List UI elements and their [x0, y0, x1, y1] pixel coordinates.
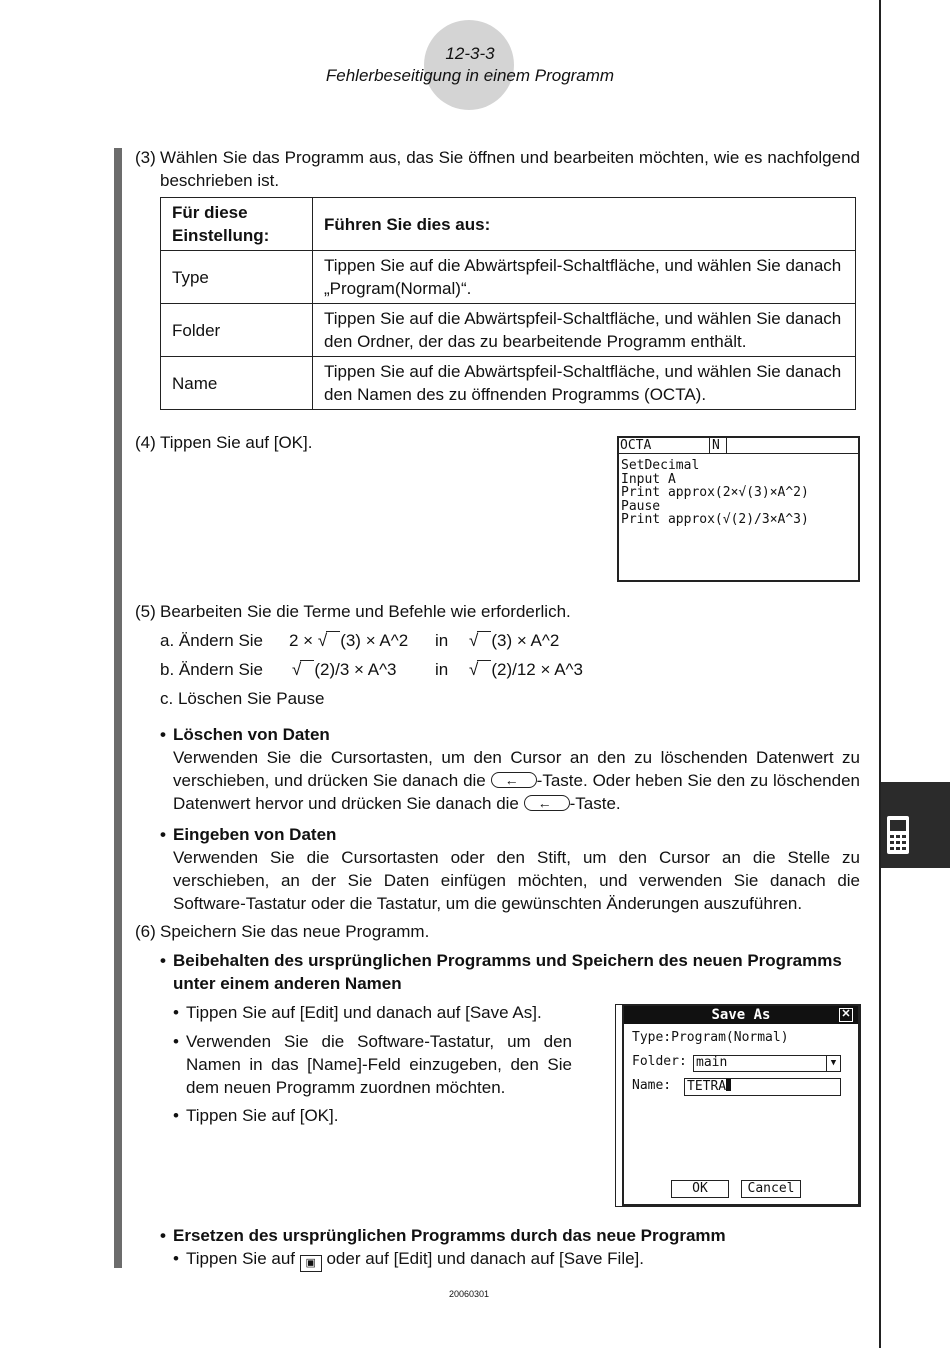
folder-label: Folder: [632, 1054, 687, 1069]
cancel-button[interactable]: Cancel [741, 1180, 801, 1198]
editor-title-bar [619, 438, 858, 454]
sub-bullet-icon: • [173, 1106, 179, 1125]
step5a-to: √ (3) × A^2 [469, 631, 560, 650]
sqrt-symbol: √ [318, 629, 340, 652]
step5b-from: √ (2)/3 × A^3 [292, 660, 397, 679]
bullet-icon: • [160, 951, 166, 970]
chapter-tab [881, 782, 950, 868]
step6-text: Speichern Sie das neue Programm. [160, 922, 430, 941]
step5a-label: a. Ändern Sie [160, 631, 264, 650]
program-line[interactable]: Pause [621, 498, 661, 514]
bullet-icon: • [160, 725, 166, 744]
sub-bullet-icon: • [173, 1249, 179, 1268]
replace-text: Tippen Sie auf ▣ oder auf [Edit] und danach auf [Save File]. [186, 1247, 644, 1272]
keep-title: Beibehalten des ursprünglichen Programms und Speichern des neuen Programms unter einem anderen Namen [173, 951, 842, 993]
delete-text: Verwenden Sie die Cursortasten, um den Cursor an den zu löschenden Datenwert zu verschieben, und drücken Sie danach die ← -Taste. Oder heben Sie den zu löschenden Datenwert hervor und drücken Sie danach die ← -Taste. [173, 746, 860, 815]
revision-bar [114, 148, 122, 1268]
step4-number: (4) [135, 433, 156, 452]
replace-title: Ersetzen des ursprünglichen Programms durch das neue Programm [173, 1226, 726, 1245]
name-input[interactable]: TETRA [684, 1078, 841, 1096]
step5b-in: in [435, 660, 449, 679]
program-line[interactable]: Print approx(√(2)/3×A^3) [621, 512, 809, 528]
step6-number: (6) [135, 922, 156, 941]
settings-table [160, 197, 856, 410]
keep-item: Tippen Sie auf [Edit] und danach auf [Save As]. [186, 1003, 542, 1022]
table-header-setting: Für diese Einstellung: [161, 198, 313, 251]
right-rule [879, 0, 881, 1348]
step5-text: Bearbeiten Sie die Terme und Befehle wie erforderlich. [160, 602, 571, 621]
header-circle [424, 20, 514, 110]
sqrt-symbol: √ [469, 658, 491, 681]
page-title: Fehlerbeseitigung in einem Programm [325, 66, 615, 85]
sub-bullet-icon: • [173, 1032, 179, 1051]
keep-item: Tippen Sie auf [OK]. [186, 1106, 339, 1125]
program-name-field[interactable]: OCTA [620, 438, 652, 453]
table-row: Folder Tippen Sie auf die Abwärtspfeil-Schaltfläche, und wählen Sie danach den Ordner, der das zu bearbeitende Programm enthält. [161, 304, 856, 357]
table-row: Name Tippen Sie auf die Abwärtspfeil-Schaltfläche, und wählen Sie danach den Namen des zu öffnenden Programms (OCTA). [161, 357, 856, 410]
input-text: Verwenden Sie die Cursortasten oder den Stift, um den Cursor an die Stelle zu verschieben, an der Sie Daten einfügen möchten, und verwenden Sie danach die Software-Tastatur oder die Tastatur, um die gewünschten Änderungen auszuführen. [173, 848, 860, 913]
save-icon: ▣ [300, 1255, 322, 1272]
program-mode-field[interactable]: N [709, 438, 727, 453]
step5b-label: b. Ändern Sie [160, 660, 264, 679]
keep-item: Verwenden Sie die Software-Tastatur, um den Namen in das [Name]-Feld einzugeben, den Sie dem neuen Programm zuordnen möchten. [186, 1032, 572, 1097]
program-line[interactable]: Input A [621, 471, 676, 487]
step5c: c. Löschen Sie Pause [160, 689, 325, 708]
step5-number: (5) [135, 602, 156, 621]
sqrt-symbol: √ [292, 658, 314, 681]
sqrt-symbol: √ [469, 629, 491, 652]
program-line[interactable]: Print approx(2×√(3)×A^2) [621, 485, 809, 501]
step3-number: (3) [135, 148, 156, 167]
ok-button[interactable]: OK [671, 1180, 729, 1198]
step4-text: Tippen Sie auf [OK]. [160, 433, 313, 452]
save-as-dialog [615, 1004, 861, 1207]
bullet-icon: • [160, 825, 166, 844]
step5a-in: in [435, 631, 449, 650]
page-number: 12-3-3 [445, 44, 495, 63]
footer-code: 20060301 [448, 1289, 490, 1299]
table-row: Type Tippen Sie auf die Abwärtspfeil-Schaltfläche, und wählen Sie danach „Program(Normal)“. [161, 251, 856, 304]
program-line[interactable]: SetDecimal [621, 458, 700, 473]
bullet-icon: • [160, 1226, 166, 1245]
step5b-to: √ (2)/12 × A^3 [469, 660, 583, 679]
sub-bullet-icon: • [173, 1003, 179, 1022]
step3-text: Wählen Sie das Programm aus, das Sie öffnen und bearbeiten möchten, wie es nachfolgend beschrieben ist. [160, 148, 860, 190]
table-header-action: Führen Sie dies aus: [313, 198, 856, 251]
backspace-key-icon [491, 772, 537, 788]
step5a-from: 2 × √ (3) × A^2 [289, 631, 409, 650]
delete-title: Löschen von Daten [173, 725, 330, 744]
dialog-title: Save As [711, 1007, 771, 1023]
program-editor-screen [617, 436, 860, 582]
close-icon[interactable]: ✕ [839, 1008, 853, 1022]
dialog-type-line: Type:Program(Normal) [632, 1030, 789, 1045]
name-label: Name: [632, 1078, 672, 1093]
calculator-icon [881, 782, 950, 868]
text-cursor [726, 1079, 731, 1091]
chevron-down-icon[interactable]: ▼ [826, 1055, 840, 1072]
input-title: Eingeben von Daten [173, 825, 337, 844]
folder-select[interactable]: main ▼ [693, 1055, 841, 1072]
backspace-key-icon [524, 795, 570, 811]
